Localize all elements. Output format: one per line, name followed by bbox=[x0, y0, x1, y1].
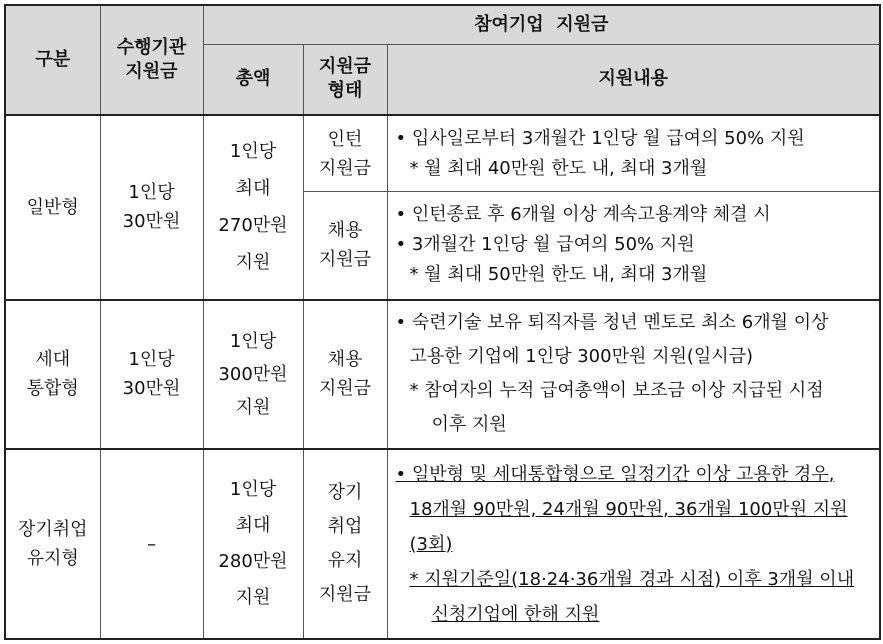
content-line: 18개월 90만원, 24개월 90만원, 36개월 100만원 지원 bbox=[409, 498, 848, 520]
content-note: * 지원기준일(18·24·36개월 경과 시점) 이후 3개월 이내 bbox=[409, 568, 855, 590]
agency-generation bbox=[100, 300, 203, 449]
header-type-line1: 지원금 bbox=[318, 56, 372, 78]
type-longterm-line1: 장기 bbox=[327, 482, 363, 504]
total-generation-line2: 300만원 bbox=[218, 363, 288, 385]
content-note: * 참여자의 누적 급여총액이 보조금 이상 지급된 시점 bbox=[409, 380, 824, 402]
header-type bbox=[303, 44, 387, 115]
type-intern-line1: 인턴 bbox=[327, 128, 363, 150]
header-type-line2: 형태 bbox=[327, 80, 363, 102]
total-longterm-line3: 280만원 bbox=[218, 551, 288, 573]
type-longterm-line3: 유지 bbox=[327, 550, 363, 572]
total-longterm bbox=[203, 449, 303, 639]
total-general-line1: 1인당 bbox=[229, 141, 277, 163]
category-longterm bbox=[5, 449, 100, 639]
content-note: 이후 지원 bbox=[431, 414, 507, 436]
header-agency-line2: 지원금 bbox=[125, 61, 178, 82]
total-longterm-line1: 1인당 bbox=[229, 479, 277, 501]
content-line: • 3개월간 1인당 월 급여의 50% 지원 bbox=[395, 234, 695, 256]
content-line: • 숙련기술 보유 퇴직자를 청년 멘토로 최소 6개월 이상 bbox=[395, 312, 829, 334]
content-note: 신청기업에 한해 지원 bbox=[431, 603, 600, 625]
type-generation-line1: 채용 bbox=[327, 349, 363, 371]
header-agency bbox=[100, 5, 203, 115]
category-general: 일반형 bbox=[5, 115, 100, 300]
type-general-hire bbox=[303, 192, 387, 300]
content-line: 고용한 기업에 1인당 300만원 지원(일시금) bbox=[409, 346, 754, 368]
support-table-container bbox=[4, 4, 879, 640]
type-generation-line2: 지원금 bbox=[318, 378, 372, 400]
category-generation-line1: 세대 bbox=[35, 349, 71, 371]
category-longterm-line1: 장기취업 bbox=[17, 519, 88, 541]
support-table bbox=[4, 4, 881, 640]
content-general-intern bbox=[387, 115, 880, 192]
total-general-line2: 최대 bbox=[235, 178, 271, 200]
total-longterm-line2: 최대 bbox=[235, 515, 271, 537]
content-generation bbox=[387, 300, 880, 449]
agency-general-line1: 1인당 bbox=[128, 182, 175, 204]
agency-longterm: – bbox=[100, 449, 203, 639]
content-line: • 일반형 및 세대통합형으로 일정기간 이상 고용한 경우, bbox=[395, 463, 835, 485]
total-general-line3: 270만원 bbox=[218, 215, 288, 237]
type-longterm-line4: 지원금 bbox=[318, 584, 372, 606]
total-generation-line1: 1인당 bbox=[229, 330, 277, 352]
content-line: • 인턴종료 후 6개월 이상 계속고용계약 체결 시 bbox=[395, 204, 771, 226]
agency-generation-line2: 30만원 bbox=[122, 378, 181, 400]
total-longterm-line4: 지원 bbox=[235, 587, 271, 609]
content-line: (3회) bbox=[409, 533, 453, 555]
agency-generation-line1: 1인당 bbox=[128, 349, 175, 371]
total-generation-line3: 지원 bbox=[235, 396, 271, 418]
total-general-line4: 지원 bbox=[235, 252, 271, 274]
type-longterm bbox=[303, 449, 387, 639]
type-generation bbox=[303, 300, 387, 449]
type-hire-line2: 지원금 bbox=[318, 249, 372, 271]
header-category: 구분 bbox=[5, 5, 100, 115]
content-note: * 월 최대 50만원 한도 내, 최대 3개월 bbox=[409, 264, 708, 286]
content-longterm bbox=[387, 449, 880, 639]
type-longterm-line2: 취업 bbox=[327, 516, 363, 538]
total-general bbox=[203, 115, 303, 300]
agency-general-line2: 30만원 bbox=[122, 211, 181, 233]
agency-general bbox=[100, 115, 203, 300]
type-hire-line1: 채용 bbox=[327, 220, 363, 242]
header-agency-line1: 수행기관 bbox=[116, 37, 187, 58]
header-total: 총액 bbox=[203, 44, 303, 115]
content-note: * 월 최대 40만원 한도 내, 최대 3개월 bbox=[409, 157, 708, 179]
category-generation bbox=[5, 300, 100, 449]
type-general-intern bbox=[303, 115, 387, 192]
header-content: 지원내용 bbox=[387, 44, 880, 115]
category-generation-line2: 통합형 bbox=[26, 378, 79, 400]
content-line: • 입사일로부터 3개월간 1인당 월 급여의 50% 지원 bbox=[395, 127, 805, 149]
type-intern-line2: 지원금 bbox=[318, 157, 372, 179]
content-general-hire bbox=[387, 192, 880, 300]
category-longterm-line2: 유지형 bbox=[26, 548, 79, 570]
total-generation bbox=[203, 300, 303, 449]
header-company-group: 참여기업 지원금 bbox=[203, 5, 880, 44]
